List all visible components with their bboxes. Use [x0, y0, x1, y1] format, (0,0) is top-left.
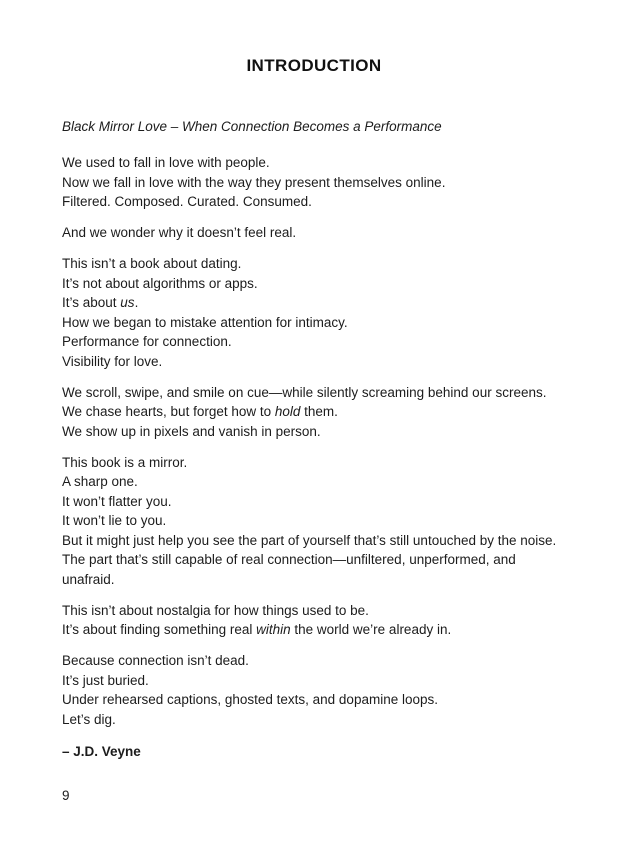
paragraph: This isn’t about nostalgia for how things used to be. It’s about finding something real within the world we’re already in.	[62, 602, 452, 637]
paragraph: And we wonder why it doesn’t feel real.	[62, 225, 297, 240]
paragraph: Because connection isn’t dead. It’s just buried. Under rehearsed captions, ghosted texts, and dopamine loops. Let’s dig.	[62, 653, 438, 727]
page-number: 9	[62, 788, 70, 803]
page-title: INTRODUCTION	[246, 56, 382, 75]
paragraph: We used to fall in love with people. Now we fall in love with the way they present themselves online. Filtered. Composed. Curated. Consumed.	[62, 155, 446, 209]
subtitle: Black Mirror Love – When Connection Becomes a Performance	[62, 119, 442, 134]
paragraph: This book is a mirror. A sharp one. It won’t flatter you. It won’t lie to you. But it might just help you see the part of yourself that’s still untouched by the noise. The part that’s still capable of real connection—unfiltered, unperformed, and unafraid.	[62, 454, 557, 587]
paragraph: We scroll, swipe, and smile on cue—while silently screaming behind our screens. We chase hearts, but forget how to hold them. We show up in pixels and vanish in person.	[62, 384, 547, 439]
body-content	[62, 153, 566, 729]
paragraph: This isn’t a book about dating. It’s not about algorithms or apps. It’s about us. How we began to mistake attention for intimacy. Performance for connection. Visibility for love.	[62, 256, 348, 369]
author-signature: – J.D. Veyne	[62, 744, 141, 759]
